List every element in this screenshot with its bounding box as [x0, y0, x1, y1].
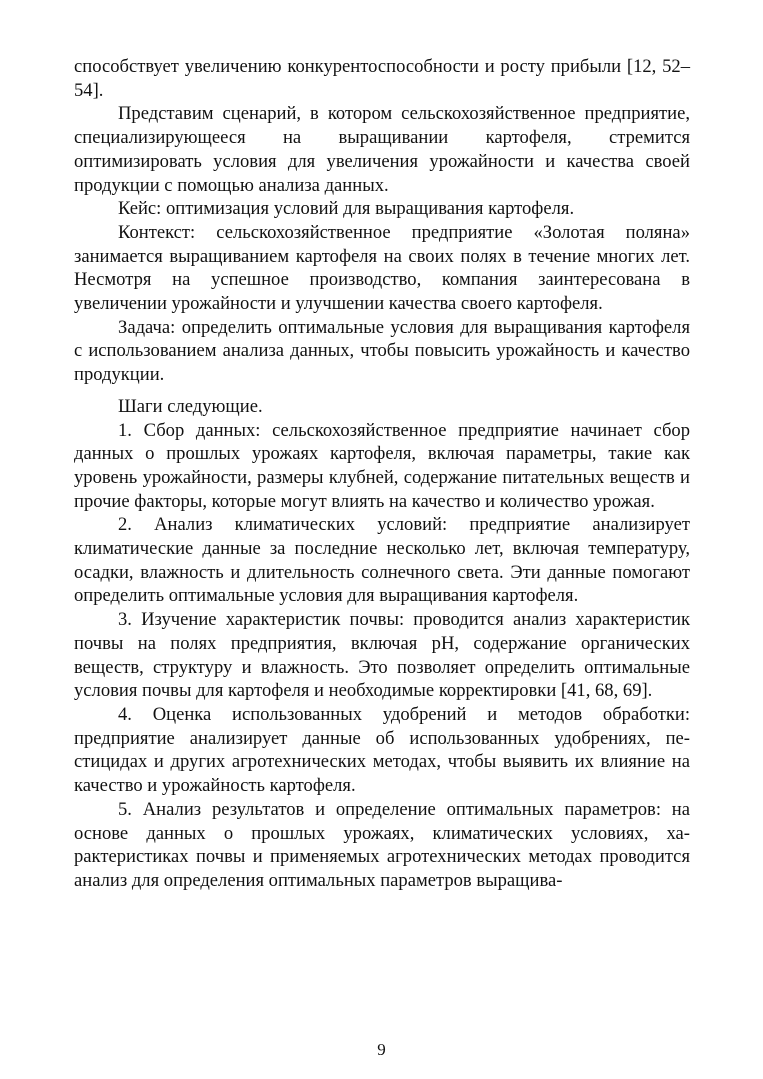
paragraph-scenario: Представим сценарий, в котором сельскохозяйственное предприятие, специализирующееся на выращивании картофеля, стремится оптимизировать условия для увеличения урожайности и качества своей продукции с помощью анализа данных.: [74, 103, 690, 196]
paragraph-step-3: 3. Изучение характеристик почвы: проводится анализ характеристик почвы на полях предприятия, включая pH, содержание органических веществ, структуру и влажность. Это позволяет определить оптимальные условия почвы для картофеля и необходимые корректировки [41, 68, 69].: [74, 609, 690, 702]
paragraph-steps-intro: Шаги следующие.: [118, 395, 263, 417]
paragraph-context: Контекст: сельскохозяйственное предприятие «Золотая поляна» занимается выращиванием картофеля на своих полях в течение многих лет. Несмотря на успешное производство, компания заинтересована в увеличении урожайности и улучшении качества своего картофеля.: [74, 221, 690, 315]
paragraph-continuation: способствует увеличению конкурентоспособности и росту прибыли [12, 52–54].: [74, 56, 690, 101]
paragraph-task: Задача: определить оптимальные условия для выращивания картофеля с использованием анализа данных, чтобы повысить урожайность и качество продукции.: [74, 316, 690, 386]
paragraph-step-1: 1. Сбор данных: сельскохозяйственное предприятие начинает сбор данных о прошлых урожаях картофеля, включая параметры, такие как уровень урожайности, размеры клубней, содержание питательных веществ и прочие факторы, которые могут влиять на качество и количество урожая.: [74, 419, 690, 512]
page-number: 9: [377, 1040, 386, 1059]
paragraph-case: Кейс: оптимизация условий для выращивания картофеля.: [118, 198, 575, 220]
paragraph-step-2: 2. Анализ климатических условий: предприятие анализирует климатические данные за последние несколько лет, включая температуру, осадки, влажность и длительность солнечного света. Эти данные помогают определить оптимальные условия для выращивания картофеля.: [74, 514, 690, 607]
paragraph-step-4: 4. Оценка использованных удобрений и методов обработки: предприятие анализирует данные об использованных удобрениях, пестицидах и других агротехнических методах, чтобы выявить их влияние на качество и урожайность картофеля.: [74, 703, 690, 797]
page-body: [74, 55, 690, 893]
paragraph-step-5: 5. Анализ результатов и определение оптимальных параметров: на основе данных о прошлых урожаях, климатических условиях, характеристиках почвы и применяемых агротехнических методах проводится анализ для определения оптимальных параметров выращива-: [74, 798, 690, 891]
